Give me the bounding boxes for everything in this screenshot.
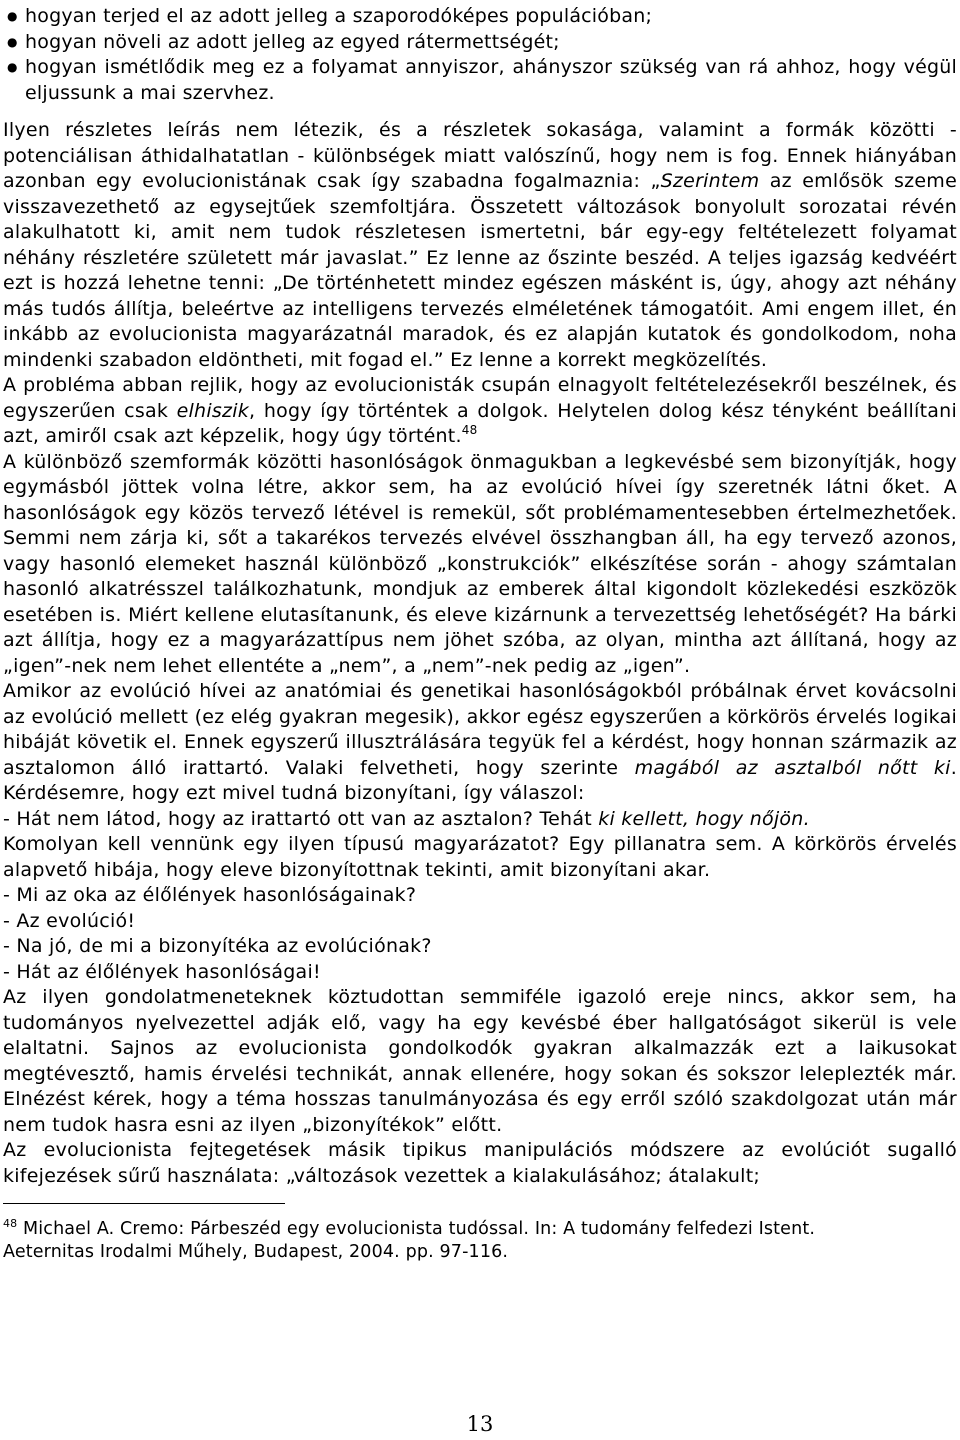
document-page <box>3 0 957 1264</box>
dialogue-line: - Na jó, de mi a bizonyítéka az evolúciónak? <box>3 935 432 957</box>
footnote-reference[interactable]: 48 <box>461 423 478 437</box>
dialogue-line: - Az evolúció! <box>3 909 136 932</box>
bullet-icon: ● <box>7 9 18 23</box>
paragraph-text: . Kérdésemre, hogy ezt mivel tudná bizonyítani, így válaszol: <box>3 756 957 804</box>
bullet-text: hogyan ismétlődik meg ez a folyamat annyiszor, ahányszor szükség van rá ahhoz, hogy végül eljussunk a mai szervhez. <box>25 56 957 104</box>
dialogue-text: - Hát nem látod, hogy az irattartó ott van az asztalon? Tehát <box>3 807 599 830</box>
paragraph <box>3 373 957 450</box>
paragraph-text: , hogy így történtek a dolgok. Helytelen dolog kész tényként beállítani azt, amiről csak azt képzelik, hogy úgy történt. <box>3 399 957 447</box>
footnote <box>3 1218 957 1264</box>
paragraph-italic: Szerintem <box>660 170 760 192</box>
bullet-item <box>3 4 957 30</box>
footnote-text: Michael A. Cremo: Párbeszéd egy evolucionista tudóssal. In: A tudomány felfedezi Istent. <box>23 1219 816 1239</box>
paragraph-text: Amikor az evolúció hívei az anatómiai és genetikai hasonlóságokból próbálnak érvet kovácsolni az evolúció mellett (ez elég gyakran megesik), akkor egész egyszerűen a körkörös érvelés logikai hibáját követik el. Ennek egyszerű illusztrálására tegyük fel a kérdést, hogy honnan származik az asztalomon álló irattartó. Valaki felvetheti, hogy szerinte <box>3 680 957 779</box>
paragraph: Az ilyen gondolatmeneteknek köztudottan semmiféle igazoló ereje nincs, akkor sem, ha tudományos nyelvezettel adják elő, vagy ha egy kevésbé éber hallgatóságot sikerül is vele elaltatni. Sajnos az evolucionista gondolkodók gyakran alkalmazzák ezt a laikusokat megtévesztő, hamis érvelési technikát, annak ellenére, hogy sokan és sokszor leleplezték már. Elnézést kérek, hogy a téma hosszas tanulmányozása és egy erről szóló szakdolgozat után már nem tudok hasra esni az ilyen „bizonyítékok” előtt. <box>3 986 957 1136</box>
paragraph: Komolyan kell vennünk egy ilyen típusú magyarázatot? Egy pillanatra sem. A körkörös érvelés alapvető hibája, hogy eleve bizonyítottnak tekinti, amit bizonyítani akar. <box>3 833 957 881</box>
page-number: 13 <box>466 1412 494 1436</box>
dialogue-line: - Hát az élőlények hasonlóságai! <box>3 960 321 983</box>
bullet-text: hogyan terjed el az adott jelleg a szaporodóképes populációban; <box>25 5 653 27</box>
bullet-list <box>3 4 957 106</box>
footnote-number: 48 <box>3 1217 18 1230</box>
paragraph-italic: magából az asztalból nőtt ki <box>634 756 951 779</box>
dialogue-italic: ki kellett, hogy nőjön. <box>598 807 810 830</box>
bullet-item <box>3 55 957 106</box>
paragraph <box>3 118 957 373</box>
paragraph: A különböző szemformák közötti hasonlóságok önmagukban a legkevésbé sem bizonyítják, hogy egymásból jöttek volna létre, akkor sem, ha az evolúció hívei így szeretnék látni őket. A hasonlóságok egy közös tervező létével is remekül, sőt problémamentesebben értelmezhetőek. Semmi nem zárja ki, sőt a takarékos tervezés elvével összhangban áll, ha egy tervező azonos, vagy hasonló elemeket használ különböző „konstrukciók” elkészítése során - ahogy számtalan hasonló alkatrésszel találkozhatunk, mondjuk az emberek által kigondolt közlekedési eszközök esetében is. Miért kellene elutasítanunk, és eleve kizárnunk a tervezettség lehetőségét? Ha bárki azt állítja, hogy ez a magyarázattípus nem jöhet szóba, az olyan, mintha azt állítaná, hogy az „igen”-nek nem lehet ellentéte a „nem”, a „nem”-nek pedig az „igen”. <box>3 450 957 677</box>
paragraph <box>3 679 957 807</box>
dialogue-line: - Mi az oka az élőlények hasonlóságainak? <box>3 884 417 906</box>
bullet-text: hogyan növeli az adott jelleg az egyed rátermettségét; <box>25 30 560 53</box>
footnote-text: Aeternitas Irodalmi Műhely, Budapest, 2004. pp. 97-116. <box>3 1242 509 1262</box>
bullet-icon: ● <box>7 34 18 49</box>
paragraph: Az evolucionista fejtegetések másik tipikus manipulációs módszere az evolúciót sugalló kifejezések sűrű használata: „változások vezettek a kialakulásához; átalakult; <box>3 1139 957 1187</box>
paragraph-text: A probléma abban rejlik, hogy az evolucionisták csupán elnagyolt feltételezésekről beszélnek, és egyszerűen csak <box>3 374 957 422</box>
footnote-divider <box>3 1203 285 1204</box>
dialogue-line <box>3 807 957 833</box>
bullet-item <box>3 30 957 56</box>
bullet-icon: ● <box>7 60 18 74</box>
paragraph-italic: elhiszik <box>176 399 250 422</box>
paragraph-text: az emlősök szeme visszavezethető az egysejtűek szemfoltjára. Összetett változások bonyolult sorozatai révén alakulhatott ki, amit nem tudok részletesen ismertetni, bár egy-egy feltételezett folyamat néhány részletére született már javaslat.” Ez lenne az őszinte beszéd. A teljes igazság kedvéért ezt is hozzá lehetne tenni: „De történhetett mindez egészen másként is, úgy, ahogy azt néhány más tudós állítja, beleértve az intelligens tervezés elméletének támogatóit. Ami engem illet, én inkább az evolucionista magyarázatnál maradok, és ez alapján kutatok és gondolkodom, noha mindenki szabadon eldöntheti, mit fogad el.” Ez lenne a korrekt megközelítés. <box>3 170 958 371</box>
paragraph-text: Ilyen részletes leírás nem létezik, és a részletek sokasága, valamint a formák közötti - potenciálisan áthidalhatatlan - különbségek miatt valószínű, hogy nem is fog. Ennek hiányában azonban egy evolucionistának csak így szabadna fogalmaznia: „ <box>3 119 957 192</box>
